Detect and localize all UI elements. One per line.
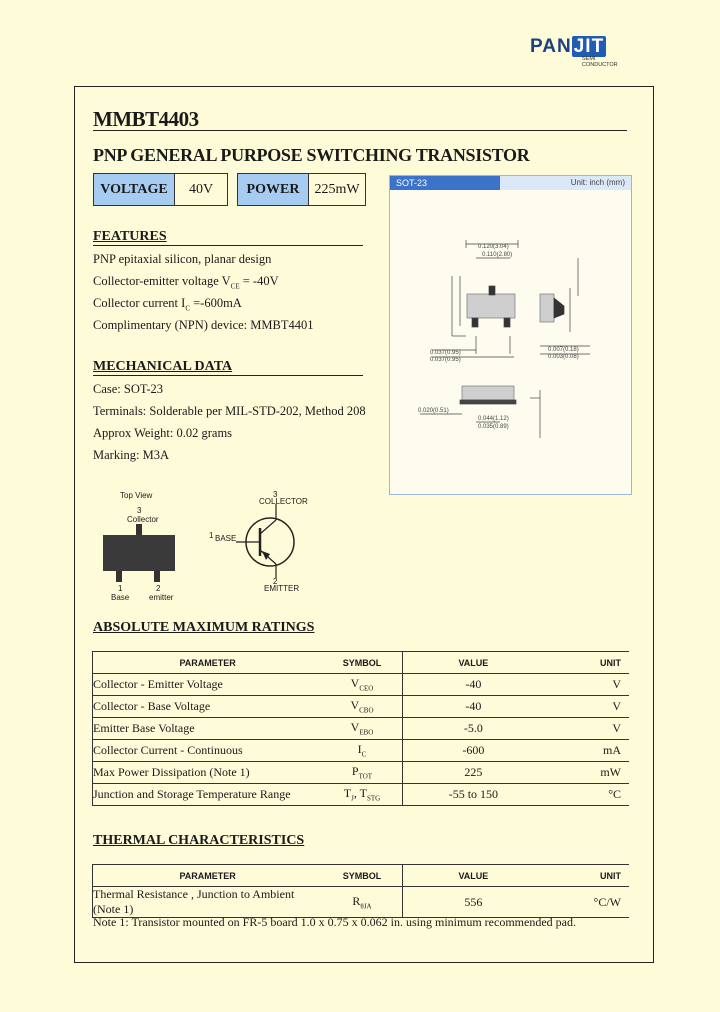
package-outline [389, 175, 632, 495]
unit-cell: V [544, 674, 629, 696]
unit-cell: °C [544, 784, 629, 806]
param-cell: Junction and Storage Temperature Range [93, 784, 323, 806]
pin2-label: 2 [156, 584, 161, 593]
features-rule [93, 245, 363, 246]
col-symbol: SYMBOL [322, 652, 402, 674]
power-value: 225mW [309, 174, 365, 205]
symbol-pin2: 2 [273, 577, 278, 586]
table-header-row [93, 865, 630, 887]
symbol-cell: $R_{\theta JA}$ [322, 887, 402, 918]
value-cell: 225 [402, 762, 544, 784]
svg-text:0.120(3.04): 0.120(3.04) [478, 244, 509, 250]
unit-cell: °C/W [544, 887, 629, 918]
svg-text:0.037(0.95): 0.037(0.95) [430, 350, 461, 356]
col-parameter: PARAMETER [93, 865, 323, 887]
emitter-label: emitter [149, 593, 174, 602]
voltage-label: VOLTAGE [94, 174, 175, 205]
symbol-base: BASE [215, 534, 237, 543]
col-symbol: SYMBOL [322, 865, 402, 887]
feature-item: PNP epitaxial silicon, planar design [93, 252, 272, 266]
unit-cell: mA [544, 740, 629, 762]
top-view-label: Top View [120, 491, 153, 500]
value-cell: -40 [402, 696, 544, 718]
pin3-label: 3 [137, 506, 142, 515]
col-unit: UNIT [544, 865, 629, 887]
package-name: SOT-23 [390, 176, 500, 190]
symbol-cell: $V_{CEO}$ [322, 674, 402, 696]
table-row [93, 696, 630, 718]
thermal-table [92, 864, 629, 918]
package-unit: Unit: inch (mm) [570, 178, 625, 187]
company-logo [530, 36, 630, 72]
col-value: VALUE [402, 865, 544, 887]
svg-text:0.007(0.18): 0.007(0.18) [548, 347, 579, 353]
value-cell: -55 to 150 [402, 784, 544, 806]
unit-cell: V [544, 718, 629, 740]
pin1-label: 1 [118, 584, 123, 593]
logo-sub1: SEMI [582, 56, 596, 62]
mechanical-item: Case: SOT-23 [93, 382, 164, 396]
pin-3 [136, 524, 142, 535]
unit-cell: V [544, 696, 629, 718]
symbol-pin3: 3 [273, 490, 278, 499]
pin-1 [116, 571, 122, 582]
symbol-cell: $T_J$, $T_{STG}$ [322, 784, 402, 806]
page-title: PNP GENERAL PURPOSE SWITCHING TRANSISTOR [93, 145, 530, 165]
svg-text:0.003(0.08): 0.003(0.08) [548, 354, 579, 360]
part-number: MMBT4403 [93, 107, 199, 131]
pinout-top-view [96, 488, 196, 606]
logo-pan: PAN [530, 36, 572, 57]
param-cell: Emitter Base Voltage [93, 718, 323, 740]
voltage-value: 40V [175, 174, 227, 205]
feature-item: Collector-emitter voltage $V_{CE} = -40V$ [93, 274, 279, 291]
base-label: Base [111, 593, 130, 602]
table-row [93, 718, 630, 740]
pin-2 [154, 571, 160, 582]
package-drawing [390, 176, 631, 494]
symbol-emitter: EMITTER [264, 584, 300, 593]
symbol-pin1: 1 [209, 531, 214, 540]
feature-item: Collector current $I_C =-600mA$ [93, 296, 242, 313]
col-parameter: PARAMETER [93, 652, 323, 674]
param-cell: Collector Current - Continuous [93, 740, 323, 762]
feature-item: Complimentary (NPN) device: MMBT4401 [93, 318, 314, 332]
param-cell: Collector - Emitter Voltage [93, 674, 323, 696]
logo-wordmark [530, 36, 606, 58]
col-unit: UNIT [544, 652, 629, 674]
abs-max-heading: ABSOLUTE MAXIMUM RATINGS [93, 620, 315, 635]
mechanical-rule [93, 375, 363, 376]
mechanical-item: Terminals: Solderable per MIL-STD-202, Method 208 [93, 404, 366, 418]
table-row [93, 887, 630, 918]
power-spec [237, 173, 366, 206]
param-cell: Thermal Resistance , Junction to Ambient (Note 1) [93, 887, 323, 918]
thermal-heading: THERMAL CHARACTERISTICS [93, 833, 305, 848]
svg-text:0.037(0.95): 0.037(0.95) [430, 357, 461, 363]
table-row [93, 784, 630, 806]
svg-text:0.044(1.12): 0.044(1.12) [478, 416, 509, 422]
col-value: VALUE [402, 652, 544, 674]
logo-sub2: CONDUCTOR [582, 62, 618, 68]
footnote: Note 1: Transistor mounted on FR-5 board 1.0 x 0.75 x 0.062 in. using minimum recommended pad. [93, 915, 576, 929]
collector-label: Collector [127, 515, 159, 524]
svg-text:0.035(0.89): 0.035(0.89) [478, 424, 509, 430]
param-cell: Max Power Dissipation (Note 1) [93, 762, 323, 784]
features-heading: FEATURES [93, 229, 167, 244]
table-row [93, 762, 630, 784]
logo-tagline [582, 56, 618, 68]
symbol-cell: $P_{TOT}$ [322, 762, 402, 784]
package-body [103, 535, 175, 571]
param-cell: Collector - Base Voltage [93, 696, 323, 718]
table-header-row [93, 652, 630, 674]
value-cell: 556 [402, 887, 544, 918]
mechanical-item: Marking: M3A [93, 448, 170, 462]
svg-text:0.020(0.51): 0.020(0.51) [418, 408, 449, 414]
logo-jit: JIT [573, 36, 605, 57]
mechanical-item: Approx Weight: 0.02 grams [93, 426, 233, 440]
part-rule [93, 130, 627, 131]
mechanical-heading: MECHANICAL DATA [93, 359, 233, 374]
symbol-cell: $V_{EBO}$ [322, 718, 402, 740]
table-row [93, 740, 630, 762]
symbol-collector: COLLECTOR [259, 497, 308, 506]
power-label: POWER [238, 174, 309, 205]
value-cell: -600 [402, 740, 544, 762]
value-cell: -40 [402, 674, 544, 696]
voltage-spec [93, 173, 228, 206]
value-cell: -5.0 [402, 718, 544, 740]
table-row [93, 674, 630, 696]
symbol-cell: $I_C$ [322, 740, 402, 762]
symbol-cell: $V_{CBO}$ [322, 696, 402, 718]
unit-cell: mW [544, 762, 629, 784]
abs-max-table [92, 651, 629, 806]
svg-text:0.110(2.80): 0.110(2.80) [482, 252, 513, 258]
